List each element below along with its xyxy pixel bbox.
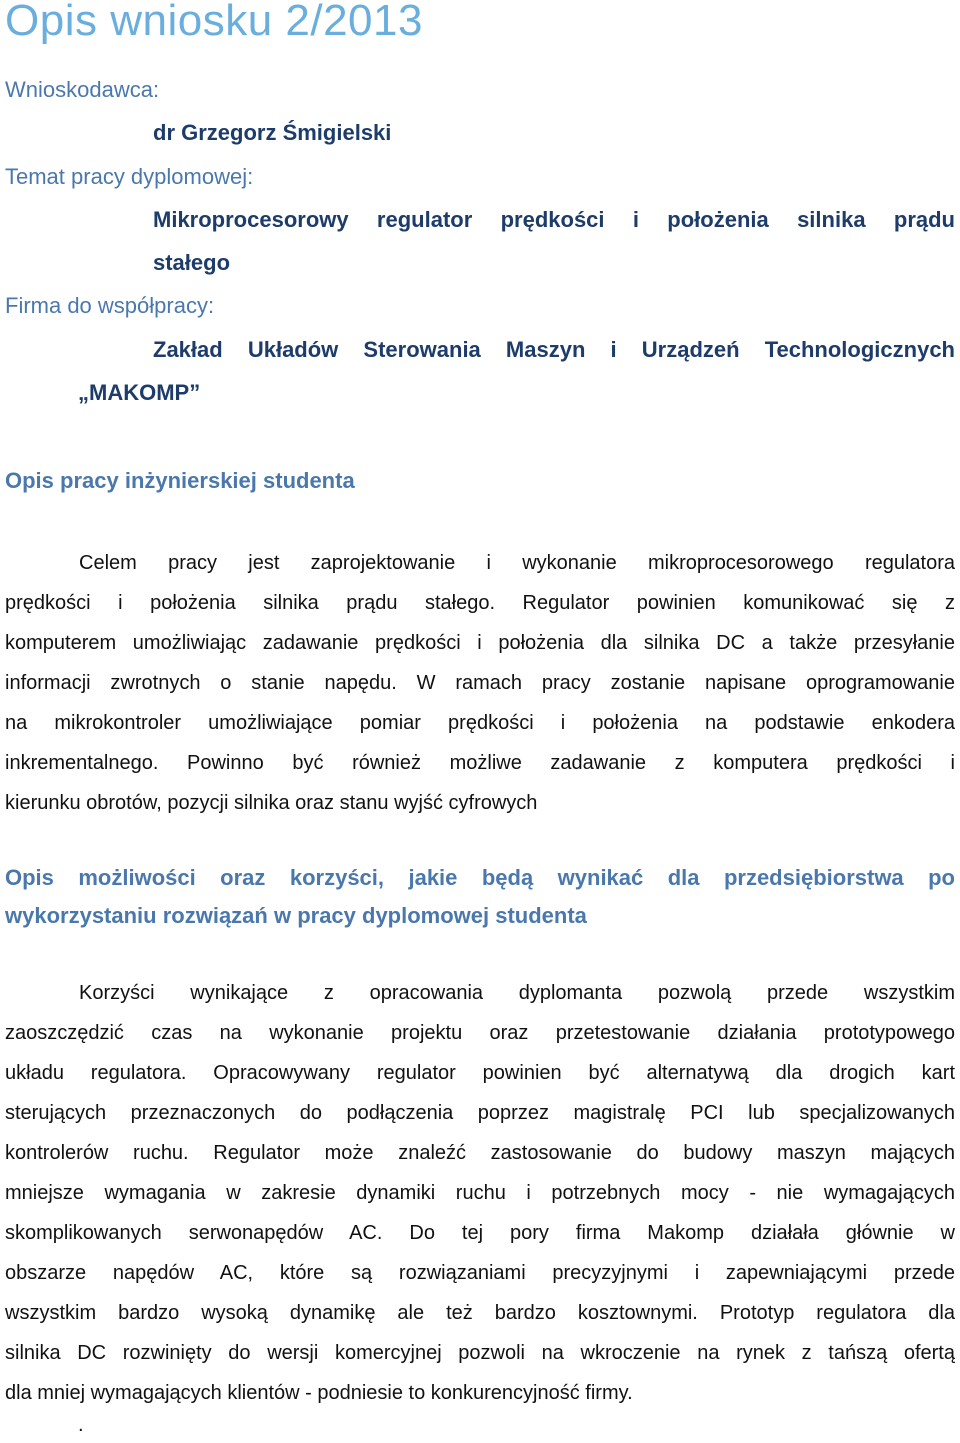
company-value-line2: „MAKOMP”	[78, 380, 201, 405]
thesis-topic-value-line1: Mikroprocesorowy regulator prędkości i położenia silnika prądu	[153, 207, 955, 232]
section2-line: Korzyści wynikające z opracowania dyplomanta pozwolą przede wszystkim	[79, 982, 955, 1004]
company-label: Firma do współpracy:	[5, 293, 215, 318]
section2-line: wszystkim bardzo wysoką dynamikę ale też bardzo kosztownymi. Prototyp regulatora dla	[5, 1302, 955, 1324]
applicant-value: dr Grzegorz Śmigielski	[153, 120, 392, 145]
trailing-dot: .	[78, 1414, 84, 1436]
section2-line: skomplikowanych serwonapędów AC. Do tej pory firma Makomp działała głównie w	[5, 1222, 955, 1244]
section1-line: prędkości i położenia silnika prądu stałego. Regulator powinien komunikować się z	[5, 592, 955, 614]
section1-paragraph	[5, 543, 955, 823]
section1-line: inkrementalnego. Powinno być również możliwe zadawanie z komputera prędkości i	[5, 752, 955, 774]
thesis-topic-value-line2: stałego	[153, 250, 231, 275]
section2-line: obszarze napędów AC, które są rozwiązaniami precyzyjnymi i zapewniającymi przede	[5, 1262, 955, 1284]
section1-line: informacji zwrotnych o stanie napędu. W ramach pracy zostanie napisane oprogramowanie	[5, 672, 955, 694]
section1-line: komputerem umożliwiając zadawanie prędkości i położenia dla silnika DC a także przesyłanie	[5, 632, 955, 654]
section2-line: zaoszczędzić czas na wykonanie projektu oraz przetestowanie działania prototypowego	[5, 1022, 955, 1044]
thesis-topic-label: Temat pracy dyplomowej:	[5, 164, 254, 189]
section2-line: mniejsze wymagania w zakresie dynamiki ruchu i potrzebnych mocy - nie wymagających	[5, 1182, 955, 1204]
applicant-label: Wnioskodawca:	[5, 77, 160, 102]
section2-heading-line1: Opis możliwości oraz korzyści, jakie będą wynikać dla przedsiębiorstwa po	[5, 865, 955, 890]
company-value-line1: Zakład Układów Sterowania Maszyn i Urządzeń Technologicznych	[153, 337, 955, 362]
section2-line: silnika DC rozwinięty do wersji komercyjnej pozwoli na wkroczenie na rynek z tańszą ofertą	[5, 1342, 955, 1364]
section1-line: na mikrokontroler umożliwiające pomiar prędkości i położenia na podstawie enkodera	[5, 712, 955, 734]
section1-heading: Opis pracy inżynierskiej studenta	[5, 468, 355, 493]
section1-line: kierunku obrotów, pozycji silnika oraz stanu wyjść cyfrowych	[5, 792, 538, 814]
section2-line: układu regulatora. Opracowywany regulator powinien być alternatywą dla drogich kart	[5, 1062, 955, 1084]
section2-line: dla mniej wymagających klientów - podniesie to konkurencyjność firmy.	[5, 1382, 633, 1404]
document-title: Opis wniosku 2/2013	[5, 0, 423, 45]
section2-paragraph	[5, 973, 955, 1413]
section2-line: sterujących przeznaczonych do podłączenia poprzez magistralę PCI lub specjalizowanych	[5, 1102, 955, 1124]
section2-heading	[5, 859, 955, 935]
section2-line: kontrolerów ruchu. Regulator może znaleźć zastosowanie do budowy maszyn mających	[5, 1142, 955, 1164]
section2-heading-line2: wykorzystaniu rozwiązań w pracy dyplomowej studenta	[5, 903, 587, 928]
section1-line: Celem pracy jest zaprojektowanie i wykonanie mikroprocesorowego regulatora	[79, 552, 955, 574]
